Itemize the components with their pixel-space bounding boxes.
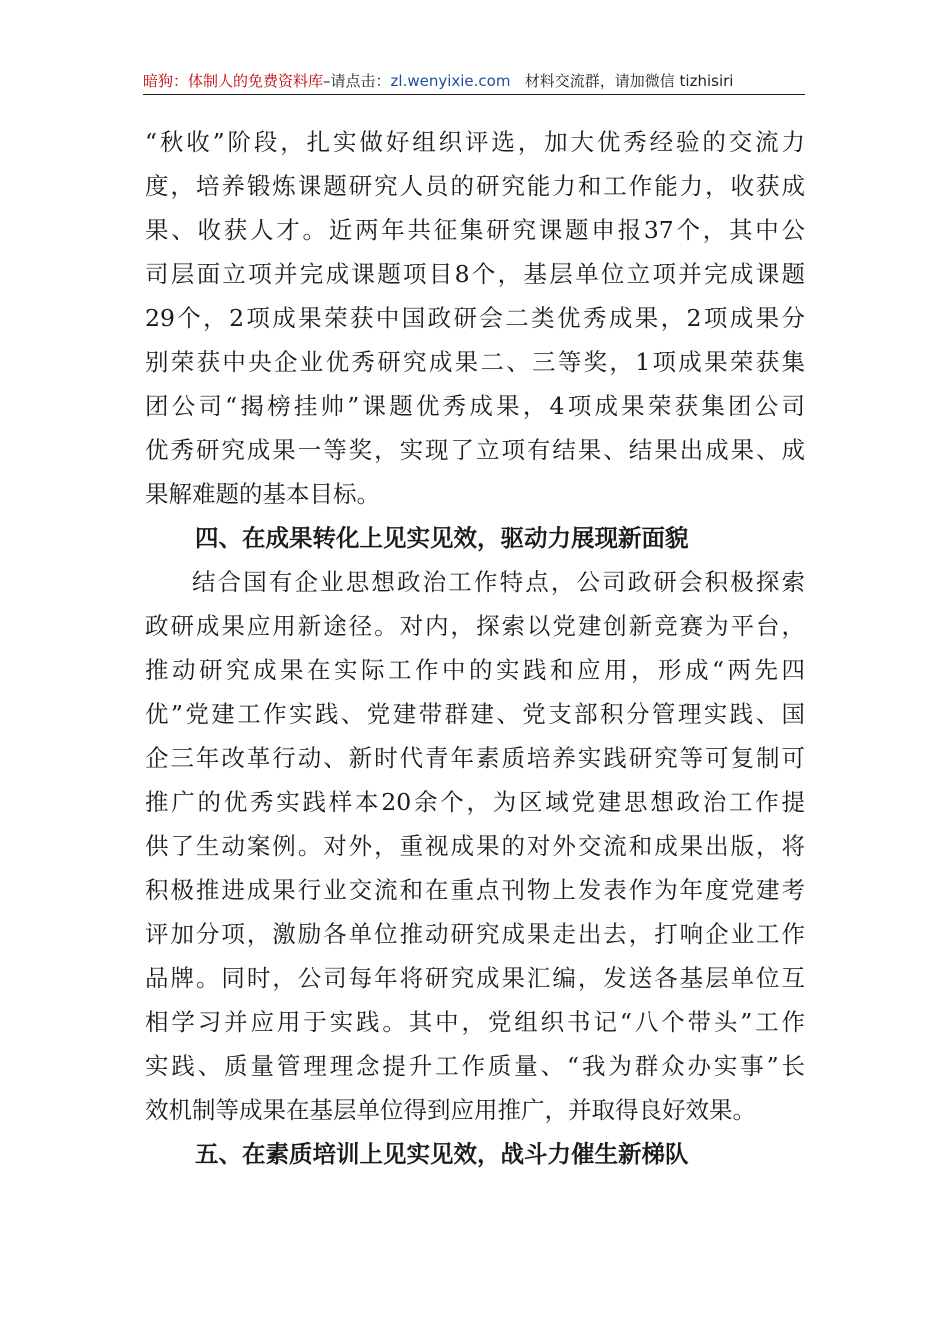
text-line: 推广的优秀实践样本20余个，为区域党建思想政治工作提 — [145, 788, 805, 816]
text-line: 推动研究成果在实际工作中的实践和应用，形成“两先四 — [145, 656, 805, 684]
header-site-name: 暗狗：体制人的免费资料库 — [143, 72, 324, 90]
section-heading-5: 五、在素质培训上见实见效，战斗力催生新梯队 — [195, 1140, 689, 1168]
text-line: 优秀研究成果一等奖，实现了立项有结果、结果出成果、成 — [145, 436, 805, 464]
text-line: 效机制等成果在基层单位得到应用推广，并取得良好效果。 — [145, 1096, 756, 1124]
text-line: 实践、质量管理理念提升工作质量、“我为群众办实事”长 — [145, 1052, 805, 1080]
header-link-prefix: –请点击： — [323, 72, 391, 90]
text-line: 果解难题的基本目标。 — [145, 480, 380, 508]
text-line: 团公司“揭榜挂帅”课题优秀成果，4项成果荣获集团公司 — [145, 392, 805, 420]
text-line: 相学习并应用于实践。其中，党组织书记“八个带头”工作 — [145, 1008, 805, 1036]
text-line: 度，培养锻炼课题研究人员的研究能力和工作能力，收获成 — [145, 172, 805, 200]
text-line: 评加分项，激励各单位推动研究成果走出去，打响企业工作 — [145, 920, 805, 948]
page-header — [143, 70, 805, 96]
text-line: 别荣获中央企业优秀研究成果二、三等奖，1项成果荣获集 — [145, 348, 805, 376]
document-body — [145, 120, 805, 1176]
text-line: 品牌。同时，公司每年将研究成果汇编，发送各基层单位互 — [145, 964, 805, 992]
text-line: 供了生动案例。对外，重视成果的对外交流和成果出版，将 — [145, 832, 805, 860]
text-line: 果、收获人才。近两年共征集研究课题申报37个，其中公 — [145, 216, 805, 244]
paragraph-1 — [145, 120, 805, 516]
header-divider — [143, 94, 805, 95]
text-line: 优”党建工作实践、党建带群建、党支部积分管理实践、国 — [145, 700, 805, 728]
text-line: 政研成果应用新途径。对内，探索以党建创新竞赛为平台， — [145, 612, 805, 640]
text-line: 积极推进成果行业交流和在重点刊物上发表作为年度党建考 — [145, 876, 805, 904]
text-line: 企三年改革行动、新时代青年素质培养实践研究等可复制可 — [145, 744, 805, 772]
header-contact: 材料交流群，请加微信 tizhisiri — [524, 72, 734, 90]
text-line: 29个，2项成果荣获中国政研会二类优秀成果，2项成果分 — [145, 304, 805, 332]
header-link[interactable]: zl.wenyixie.com — [390, 72, 511, 90]
text-line: 司层面立项并完成课题项目8个，基层单位立项并完成课题 — [145, 260, 805, 288]
paragraph-2 — [145, 560, 805, 1132]
text-line: “秋收”阶段，扎实做好组织评选，加大优秀经验的交流力 — [145, 128, 805, 156]
section-heading-4: 四、在成果转化上见实见效，驱动力展现新面貌 — [195, 524, 689, 552]
text-line: 结合国有企业思想政治工作特点，公司政研会积极探索 — [192, 568, 805, 596]
